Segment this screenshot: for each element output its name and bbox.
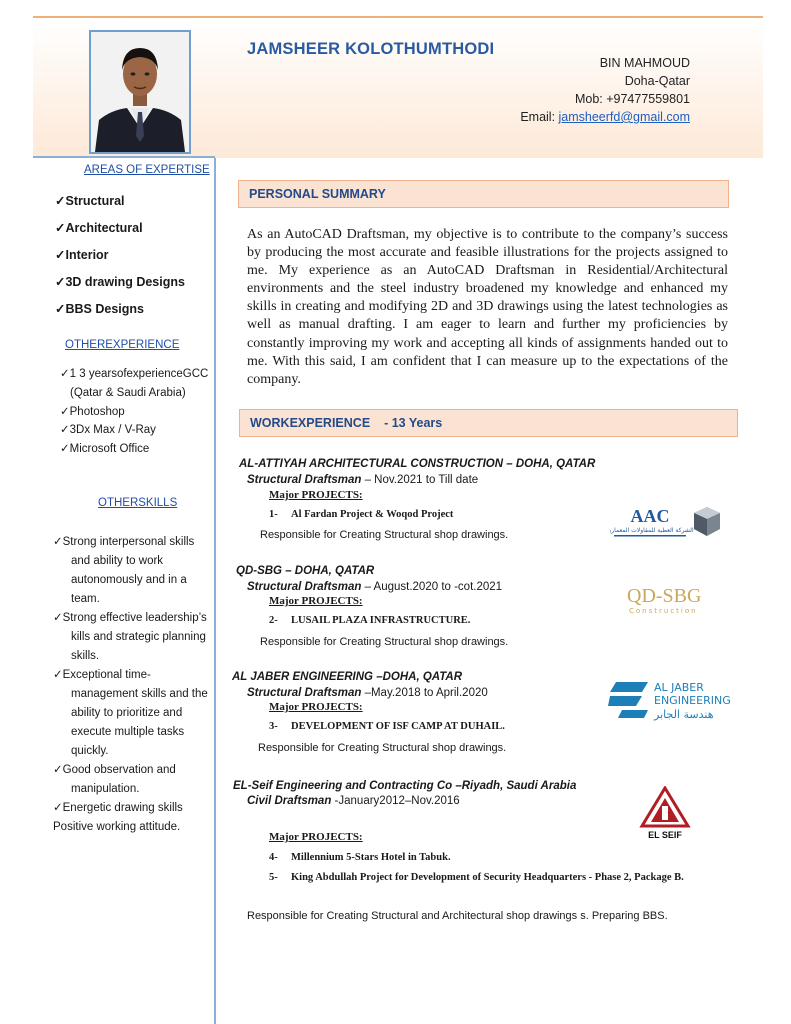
check-icon: ✓ [53, 536, 63, 548]
other-skill-item-label: Good observation and manipulation. [62, 764, 176, 795]
other-skill-item-label: Exceptional time-management skills and the ability to prioritize and execute multiple tasks quickly. [62, 669, 208, 757]
personal-summary-heading [238, 180, 729, 208]
al-jaber-logo-text-2: ENGINEERING [654, 694, 731, 707]
check-icon: ✓ [60, 443, 70, 456]
phone-number: Mob: +97477559801 [574, 92, 690, 106]
check-icon: ✓ [53, 802, 63, 814]
project-name-2: LUSAIL PLAZA INFRASTRUCTURE. [291, 615, 471, 626]
other-experience-item-1 [60, 365, 210, 403]
project-number-3: 3- [269, 721, 278, 732]
job-responsibility-4: Responsible for Creating Structural and Architectural shop drawings s. Preparing BBS. [247, 910, 668, 922]
project-name-1: Al Fardan Project & Woqod Project [291, 509, 454, 520]
check-icon: ✓ [53, 669, 63, 681]
qd-sbg-logo [625, 580, 707, 621]
al-jaber-logo-text: AL JABER [654, 681, 704, 694]
job-responsibility-3: Responsible for Creating Structural shop drawings. [258, 742, 507, 754]
project-number-1: 1- [269, 509, 278, 520]
project-2 [269, 615, 470, 626]
check-icon: ✓ [53, 612, 63, 624]
job-responsibility-1: Responsible for Creating Structural shop drawings. [260, 529, 509, 541]
expertise-item-1 [55, 192, 185, 219]
project-name-3: DEVELOPMENT OF ISF CAMP AT DUHAIL. [291, 721, 505, 732]
other-experience-item-label: 1 3 yearsofexperienceGCC (Qatar & Saudi Arabia) [69, 368, 209, 399]
other-skill-item-label: Energetic drawing skills [62, 802, 183, 814]
other-skill-item-4 [53, 761, 211, 799]
project-3 [269, 721, 505, 732]
other-skill-item-1 [53, 533, 211, 609]
check-icon: ✓ [60, 405, 70, 418]
work-experience-title: WORKEXPERIENCE [250, 416, 371, 430]
candidate-name: JAMSHEER KOLOTHUMTHODI [247, 40, 495, 58]
qd-sbg-logo-sub: Construction [629, 607, 698, 615]
job-role-1 [247, 474, 478, 486]
contact-block [520, 54, 690, 126]
project-number-4: 4- [269, 852, 278, 863]
other-skill-item-label: Strong effective leadership’s kills and strategic planning skills. [62, 612, 207, 662]
el-seif-logo [638, 786, 692, 845]
job-period-3: –May.2018 to April.2020 [361, 687, 488, 699]
check-icon: ✓ [55, 275, 66, 289]
job-period-4: -January2012–Nov.2016 [331, 795, 460, 807]
job-role-2 [247, 581, 502, 593]
check-icon: ✓ [55, 248, 66, 262]
project-4 [269, 852, 451, 863]
work-experience-years: - 13 Years [384, 416, 443, 430]
job-company-3: AL JABER ENGINEERING –DOHA, QATAR [232, 671, 463, 683]
project-5 [269, 872, 684, 883]
other-skill-item-5 [53, 799, 211, 818]
address-line-2: Doha-Qatar [624, 74, 690, 88]
other-skill-item-label: Strong interpersonal skills and ability to work autonomously and in a team. [62, 536, 195, 605]
other-experience-item-3 [60, 421, 210, 440]
aac-logo [610, 505, 722, 546]
al-jaber-logo-arabic: هندسة الجابر [654, 708, 714, 721]
areas-of-expertise-heading: AREAS OF EXPERTISE [84, 164, 210, 176]
other-skill-item-last: Positive working attitude. [53, 821, 181, 833]
other-skill-item-3 [53, 666, 211, 761]
project-1 [269, 509, 453, 520]
check-icon: ✓ [53, 764, 63, 776]
job-company-1: AL-ATTIYAH ARCHITECTURAL CONSTRUCTION – DOHA, QATAR [239, 458, 596, 470]
el-seif-logo-text: EL SEIF [648, 830, 682, 840]
expertise-item-3 [55, 246, 185, 273]
expertise-item-label: Architectural [65, 221, 143, 235]
major-projects-label-1: Major PROJECTS: [269, 489, 363, 501]
other-experience-item-label: 3Dx Max / V-Ray [69, 424, 156, 437]
expertise-item-4 [55, 273, 185, 300]
major-projects-label-3: Major PROJECTS: [269, 701, 363, 713]
check-icon: ✓ [55, 221, 66, 235]
project-name-5: King Abdullah Project for Development of Security Headquarters - Phase 2, Package B. [291, 872, 684, 883]
expertise-item-2 [55, 219, 185, 246]
other-skill-item-2 [53, 609, 211, 666]
other-experience-item-label: Photoshop [69, 405, 125, 418]
other-skills-heading: OTHERSKILLS [98, 497, 178, 509]
job-title-3: Structural Draftsman [247, 687, 362, 699]
other-experience-item-2 [60, 403, 210, 422]
job-company-2: QD-SBG – DOHA, QATAR [236, 565, 375, 577]
expertise-item-label: BBS Designs [65, 302, 144, 316]
other-experience-item-4 [60, 440, 210, 459]
job-title-2: Structural Draftsman [247, 581, 362, 593]
expertise-list [55, 192, 185, 327]
profile-photo [89, 30, 191, 154]
other-experience-heading: OTHEREXPERIENCE [65, 339, 180, 351]
email-row [520, 108, 690, 126]
email-link[interactable]: jamsheerfd@gmail.com [558, 110, 690, 124]
sidebar-top-rule [33, 156, 215, 158]
personal-summary-title: PERSONAL SUMMARY [249, 187, 386, 201]
job-title-4: Civil Draftsman [247, 795, 332, 807]
check-icon: ✓ [60, 424, 70, 437]
job-period-1: – Nov.2021 to Till date [361, 474, 479, 486]
project-number-5: 5- [269, 872, 278, 883]
work-experience-heading [239, 409, 738, 437]
major-projects-label-4: Major PROJECTS: [269, 831, 363, 843]
check-icon: ✓ [55, 302, 66, 316]
project-number-2: 2- [269, 615, 278, 626]
al-jaber-logo [608, 678, 732, 727]
address-line-1: BIN MAHMOUD [599, 56, 690, 70]
job-role-3 [247, 687, 488, 699]
check-icon: ✓ [60, 368, 70, 380]
expertise-item-label: Structural [65, 194, 125, 208]
email-label: Email: [520, 110, 559, 124]
check-icon: ✓ [55, 194, 66, 208]
other-experience-list [60, 365, 210, 459]
qd-sbg-logo-text: QD-SBG [627, 585, 702, 607]
expertise-item-label: Interior [65, 248, 109, 262]
expertise-item-5 [55, 300, 185, 327]
job-role-4 [247, 795, 460, 807]
aac-logo-arabic: الشركة العطية للمقاولات المعمارية [610, 527, 694, 534]
job-responsibility-2: Responsible for Creating Structural shop drawings. [260, 636, 509, 648]
job-title-1: Structural Draftsman [247, 474, 362, 486]
other-skills-list [53, 533, 211, 837]
sidebar-divider [214, 158, 216, 1024]
personal-summary-text: As an AutoCAD Draftsman, my objective is to contribute to the company’s success by producing the most accurate and feasible illustrations for the projects assigned to me. My experience as an AutoCAD Draftsman in Residential/Architectural environments and the steel industry broadened my knowledge and enhanced my skills in creating and modifying 2D and 3D drawings using the latest technologies as well as manual drafting. I am eager to learn and further my proficiencies by constantly improving my work and accepting all kinds of assignments handed out to me. With this said, I am confident that I can measure up to the expectations of the company. [247, 227, 728, 387]
aac-logo-text: AAC [630, 506, 670, 526]
expertise-item-label: 3D drawing Designs [65, 275, 185, 289]
major-projects-label-2: Major PROJECTS: [269, 595, 363, 607]
job-company-4: EL-Seif Engineering and Contracting Co –Riyadh, Saudi Arabia [233, 780, 577, 792]
project-name-4: Millennium 5-Stars Hotel in Tabuk. [291, 852, 451, 863]
job-period-2: – August.2020 to -cot.2021 [361, 581, 503, 593]
other-experience-item-label: Microsoft Office [69, 443, 150, 456]
